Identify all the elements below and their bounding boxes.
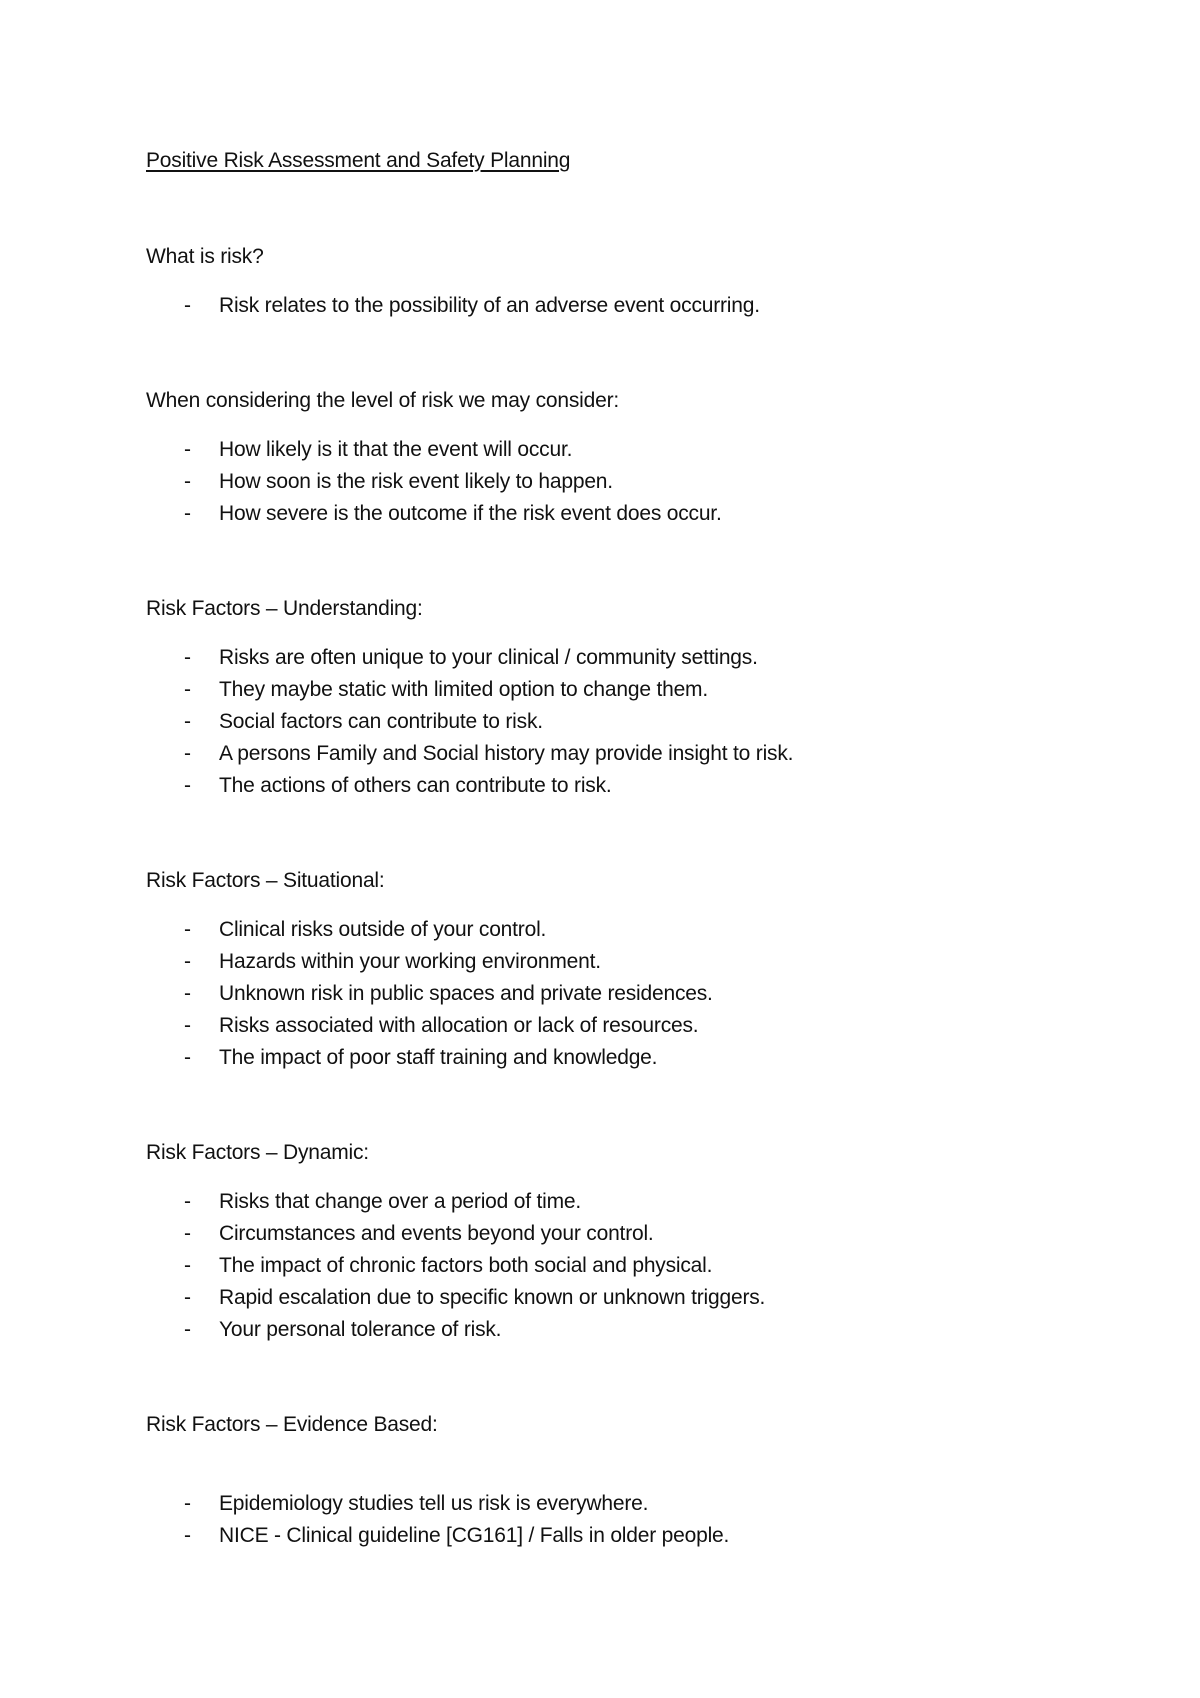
bullet-text: The actions of others can contribute to risk.	[219, 774, 612, 797]
list-item	[146, 738, 1126, 770]
bullet-text: Hazards within your working environment.	[219, 950, 601, 973]
section-heading: Risk Factors – Evidence Based:	[146, 1413, 438, 1436]
list-item	[146, 706, 1126, 738]
bullet-text: Risks associated with allocation or lack of resources.	[219, 1014, 699, 1037]
list-item	[146, 1520, 1126, 1552]
document-title: Positive Risk Assessment and Safety Planning	[146, 149, 571, 172]
section-heading: When considering the level of risk we may consider:	[146, 389, 620, 412]
bullet-text: Clinical risks outside of your control.	[219, 918, 547, 941]
list-item	[146, 434, 1126, 466]
bullet-dash: -	[184, 470, 191, 493]
bullet-text: Circumstances and events beyond your control.	[219, 1222, 654, 1245]
bullet-dash: -	[184, 678, 191, 701]
bullet-dash: -	[184, 646, 191, 669]
bullet-text: Rapid escalation due to specific known or unknown triggers.	[219, 1286, 766, 1309]
list-item	[146, 674, 1126, 706]
bullet-dash: -	[184, 1254, 191, 1277]
bullet-text: Epidemiology studies tell us risk is everywhere.	[219, 1492, 649, 1515]
bullet-text: Risk relates to the possibility of an adverse event occurring.	[219, 294, 760, 317]
bullet-list	[146, 914, 1126, 1074]
bullet-dash: -	[184, 774, 191, 797]
bullet-text: How likely is it that the event will occur.	[219, 438, 573, 461]
bullet-dash: -	[184, 982, 191, 1005]
bullet-dash: -	[184, 742, 191, 765]
bullet-dash: -	[184, 710, 191, 733]
list-item	[146, 978, 1126, 1010]
bullet-dash: -	[184, 438, 191, 461]
bullet-list	[146, 290, 1126, 322]
bullet-dash: -	[184, 502, 191, 525]
bullet-dash: -	[184, 1014, 191, 1037]
section-heading: What is risk?	[146, 245, 264, 268]
list-item	[146, 946, 1126, 978]
section-risk-factors-evidence-based	[146, 1410, 1126, 1552]
bullet-dash: -	[184, 1222, 191, 1245]
list-item	[146, 642, 1126, 674]
bullet-text: How severe is the outcome if the risk event does occur.	[219, 502, 722, 525]
section-heading: Risk Factors – Dynamic:	[146, 1141, 369, 1164]
bullet-text: NICE - Clinical guideline [CG161] / Falls in older people.	[219, 1524, 730, 1547]
list-item	[146, 1314, 1126, 1346]
bullet-dash: -	[184, 1286, 191, 1309]
bullet-dash: -	[184, 918, 191, 941]
list-item	[146, 1010, 1126, 1042]
list-item	[146, 1042, 1126, 1074]
bullet-text: Unknown risk in public spaces and private residences.	[219, 982, 713, 1005]
bullet-text: A persons Family and Social history may provide insight to risk.	[219, 742, 794, 765]
bullet-list	[146, 642, 1126, 802]
list-item	[146, 914, 1126, 946]
bullet-text: Risks are often unique to your clinical / community settings.	[219, 646, 758, 669]
list-item	[146, 290, 1126, 322]
bullet-dash: -	[184, 1492, 191, 1515]
bullet-list	[146, 434, 1126, 530]
bullet-dash: -	[184, 1524, 191, 1547]
section-heading: Risk Factors – Understanding:	[146, 597, 423, 620]
section-what-is-risk	[146, 242, 1126, 322]
list-item	[146, 1186, 1126, 1218]
section-risk-factors-dynamic	[146, 1138, 1126, 1346]
list-item	[146, 1218, 1126, 1250]
section-risk-factors-understanding	[146, 594, 1126, 802]
bullet-text: Your personal tolerance of risk.	[219, 1318, 502, 1341]
bullet-text: Risks that change over a period of time.	[219, 1190, 582, 1213]
bullet-text: The impact of chronic factors both social and physical.	[219, 1254, 713, 1277]
bullet-dash: -	[184, 1190, 191, 1213]
section-level-of-risk	[146, 386, 1126, 530]
bullet-text: The impact of poor staff training and knowledge.	[219, 1046, 658, 1069]
bullet-dash: -	[184, 1046, 191, 1069]
bullet-dash: -	[184, 1318, 191, 1341]
bullet-text: Social factors can contribute to risk.	[219, 710, 543, 733]
bullet-dash: -	[184, 294, 191, 317]
list-item	[146, 466, 1126, 498]
list-item	[146, 498, 1126, 530]
section-heading: Risk Factors – Situational:	[146, 869, 385, 892]
list-item	[146, 1250, 1126, 1282]
bullet-dash: -	[184, 950, 191, 973]
bullet-list	[146, 1488, 1126, 1552]
bullet-text: How soon is the risk event likely to happen.	[219, 470, 613, 493]
section-risk-factors-situational	[146, 866, 1126, 1074]
bullet-list	[146, 1186, 1126, 1346]
bullet-text: They maybe static with limited option to change them.	[219, 678, 708, 701]
list-item	[146, 1282, 1126, 1314]
list-item	[146, 770, 1126, 802]
list-item	[146, 1488, 1126, 1520]
